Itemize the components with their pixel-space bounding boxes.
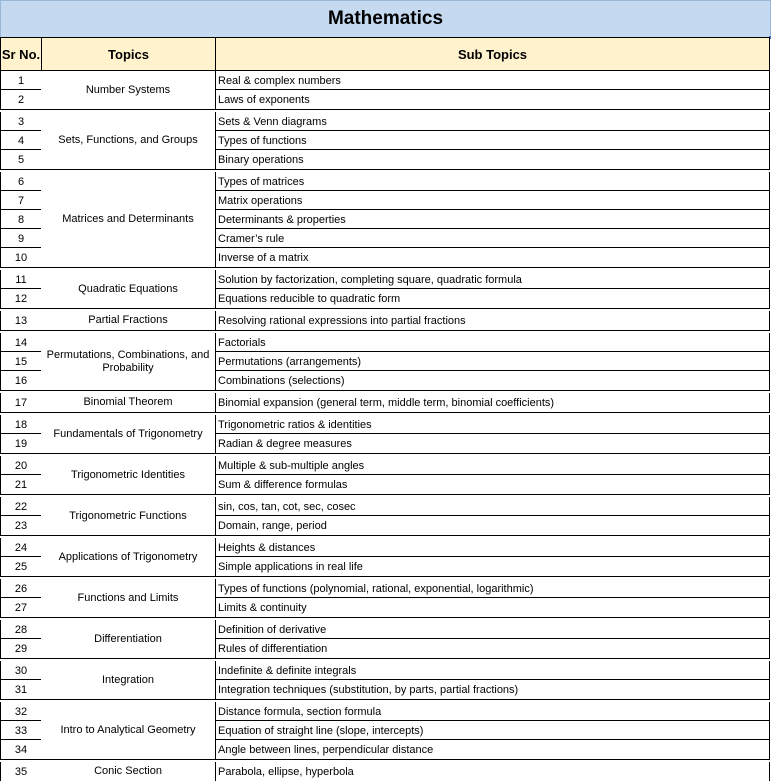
sr-no-cell[interactable]: 24 [0,538,42,557]
topic-cell[interactable]: Number Systems [41,71,216,109]
sub-topic-cell[interactable]: Types of functions [215,131,770,150]
sub-topic-cell[interactable]: Factorials [215,333,770,352]
sr-no-cell[interactable]: 7 [0,191,42,210]
sr-no-cell[interactable]: 2 [0,90,42,109]
sr-no-cell[interactable]: 6 [0,172,42,191]
sr-no-cell[interactable]: 5 [0,150,42,169]
sub-topic-cell[interactable]: Integration techniques (substitution, by parts, partial fractions) [215,680,770,699]
topic-cell[interactable]: Functions and Limits [41,579,216,617]
sub-topic-cell[interactable]: Domain, range, period [215,516,770,535]
sub-topic-cell[interactable]: Binary operations [215,150,770,169]
header-sr-no[interactable]: Sr No. [0,37,42,71]
sr-no-cell[interactable]: 12 [0,289,42,308]
sr-no-cell[interactable]: 26 [0,579,42,598]
sr-no-cell[interactable]: 14 [0,333,42,352]
sr-no-cell[interactable]: 29 [0,639,42,658]
sub-topic-cell[interactable]: Determinants & properties [215,210,770,229]
sub-topic-cell[interactable]: Resolving rational expressions into partial fractions [215,311,770,330]
sr-no-cell[interactable]: 27 [0,598,42,617]
sub-topic-cell[interactable]: Solution by factorization, completing square, quadratic formula [215,270,770,289]
sub-topic-cell[interactable]: Real & complex numbers [215,71,770,90]
sr-no-cell[interactable]: 23 [0,516,42,535]
sub-topic-cell[interactable]: Binomial expansion (general term, middle term, binomial coefficients) [215,393,770,412]
sub-topic-cell[interactable]: Cramer’s rule [215,229,770,248]
sub-topic-cell[interactable]: Heights & distances [215,538,770,557]
sr-no-cell[interactable]: 9 [0,229,42,248]
sr-no-cell[interactable]: 10 [0,248,42,267]
sr-no-cell[interactable]: 11 [0,270,42,289]
sr-no-cell[interactable]: 3 [0,112,42,131]
sub-topic-cell[interactable]: Equations reducible to quadratic form [215,289,770,308]
topic-cell[interactable]: Matrices and Determinants [41,172,216,267]
sub-topic-cell[interactable]: Angle between lines, perpendicular distance [215,740,770,759]
topic-cell[interactable]: Applications of Trigonometry [41,538,216,576]
sub-topic-cell[interactable]: Laws of exponents [215,90,770,109]
sr-no-cell[interactable]: 16 [0,371,42,390]
sub-topic-cell[interactable]: Limits & continuity [215,598,770,617]
sr-no-cell[interactable]: 20 [0,456,42,475]
sr-no-cell[interactable]: 18 [0,415,42,434]
sr-no-cell[interactable]: 33 [0,721,42,740]
sr-no-cell[interactable]: 21 [0,475,42,494]
sr-no-cell[interactable]: 8 [0,210,42,229]
sr-no-cell[interactable]: 19 [0,434,42,453]
sub-topic-cell[interactable]: Inverse of a matrix [215,248,770,267]
topic-cell[interactable]: Quadratic Equations [41,270,216,308]
sheet-title [0,0,771,38]
sr-no-cell[interactable]: 31 [0,680,42,699]
sub-topic-cell[interactable]: Combinations (selections) [215,371,770,390]
sub-topic-cell[interactable]: Rules of differentiation [215,639,770,658]
topic-cell[interactable]: Binomial Theorem [41,393,216,412]
sr-no-cell[interactable]: 13 [0,311,42,330]
topic-cell[interactable]: Trigonometric Functions [41,497,216,535]
sub-topic-cell[interactable]: Types of functions (polynomial, rational, exponential, logarithmic) [215,579,770,598]
sr-no-cell[interactable]: 4 [0,131,42,150]
sr-no-cell[interactable]: 30 [0,661,42,680]
sr-no-cell[interactable]: 25 [0,557,42,576]
sub-topic-cell[interactable]: sin, cos, tan, cot, sec, cosec [215,497,770,516]
sub-topic-cell[interactable]: Trigonometric ratios & identities [215,415,770,434]
sub-topic-cell[interactable]: Radian & degree measures [215,434,770,453]
sr-no-cell[interactable]: 15 [0,352,42,371]
sr-no-cell[interactable]: 28 [0,620,42,639]
sr-no-cell[interactable]: 35 [0,762,42,781]
sr-no-cell[interactable]: 32 [0,702,42,721]
topic-cell[interactable]: Fundamentals of Trigonometry [41,415,216,453]
topic-cell[interactable]: Integration [41,661,216,699]
sr-no-cell[interactable]: 22 [0,497,42,516]
sr-no-cell[interactable]: 34 [0,740,42,759]
header-sub-topics[interactable]: Sub Topics [215,37,770,71]
sub-topic-cell[interactable]: Types of matrices [215,172,770,191]
topic-cell[interactable]: Permutations, Combinations, and Probability [41,333,216,390]
topic-cell[interactable]: Partial Fractions [41,311,216,330]
sub-topic-cell[interactable]: Indefinite & definite integrals [215,661,770,680]
topic-cell[interactable]: Conic Section [41,762,216,781]
sub-topic-cell[interactable]: Multiple & sub-multiple angles [215,456,770,475]
sub-topic-cell[interactable]: Definition of derivative [215,620,770,639]
topic-cell[interactable]: Intro to Analytical Geometry [41,702,216,759]
header-topics[interactable]: Topics [41,37,216,71]
sub-topic-cell[interactable]: Permutations (arrangements) [215,352,770,371]
sheet-title-text: Mathematics [327,8,444,29]
sub-topic-cell[interactable]: Equation of straight line (slope, intercepts) [215,721,770,740]
sub-topic-cell[interactable]: Sets & Venn diagrams [215,112,770,131]
topic-cell[interactable]: Sets, Functions, and Groups [41,112,216,169]
sub-topic-cell[interactable]: Parabola, ellipse, hyperbola [215,762,770,781]
sub-topic-cell[interactable]: Simple applications in real life [215,557,770,576]
sub-topic-cell[interactable]: Distance formula, section formula [215,702,770,721]
sr-no-cell[interactable]: 17 [0,393,42,412]
topic-cell[interactable]: Trigonometric Identities [41,456,216,494]
topic-cell[interactable]: Differentiation [41,620,216,658]
sub-topic-cell[interactable]: Sum & difference formulas [215,475,770,494]
sub-topic-cell[interactable]: Matrix operations [215,191,770,210]
sr-no-cell[interactable]: 1 [0,71,42,90]
